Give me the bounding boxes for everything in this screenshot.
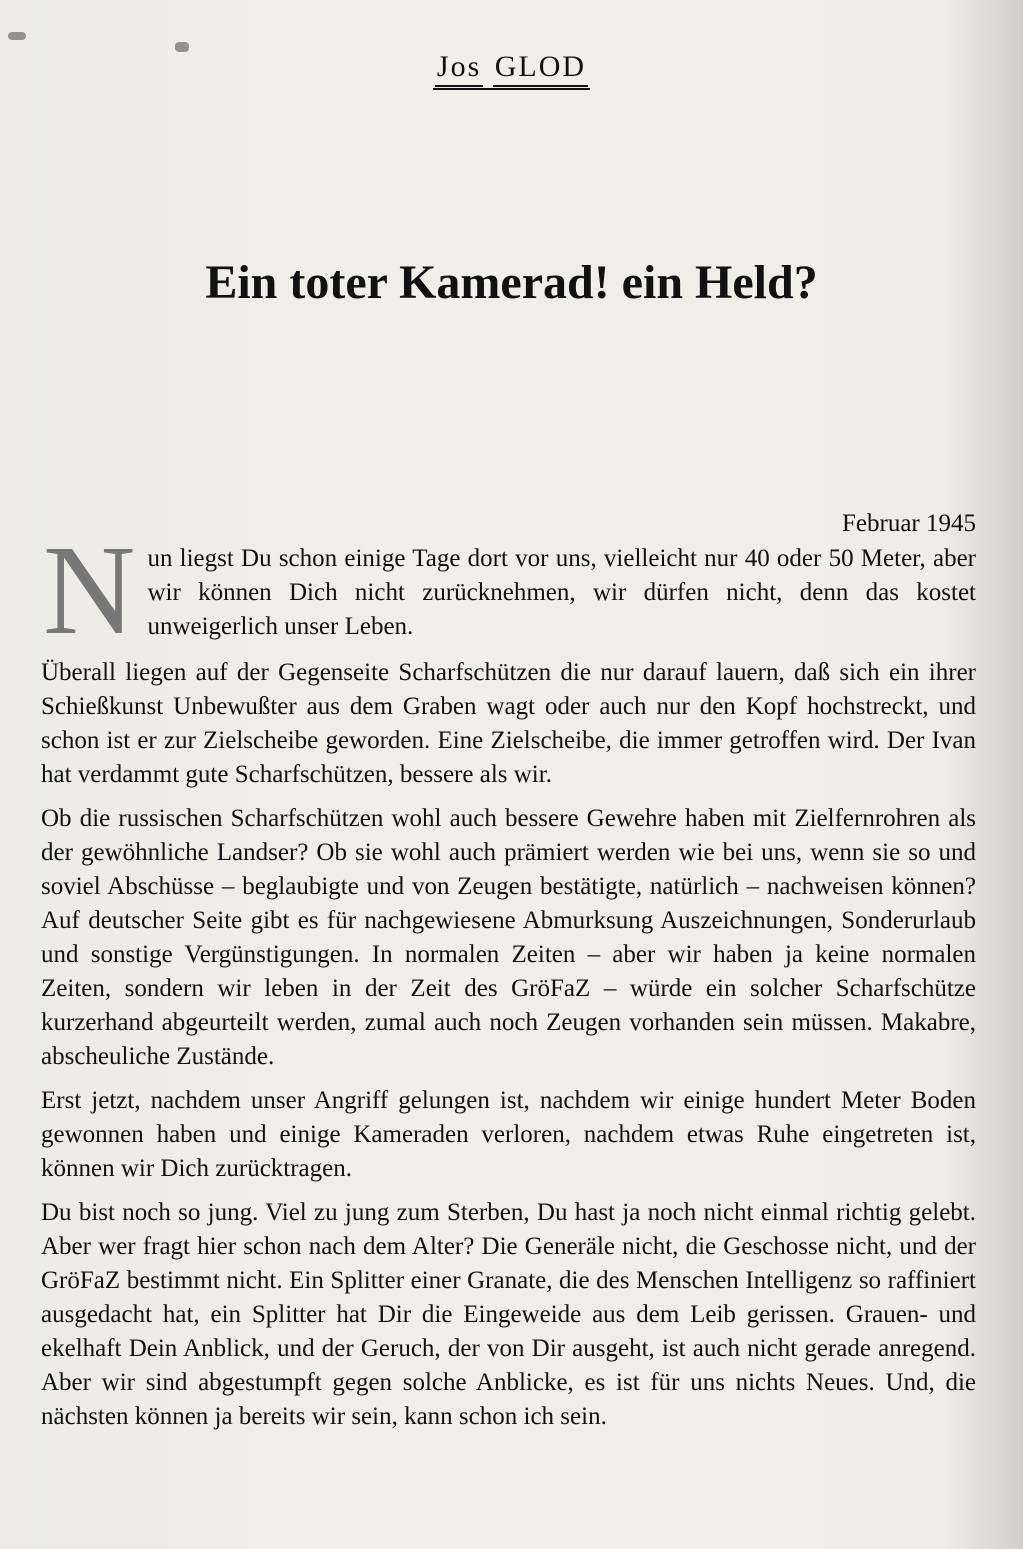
article-title: Ein toter Kamerad! ein Held? <box>205 256 818 309</box>
date-line: Februar 1945 <box>842 510 976 537</box>
author-last-name: GLOD <box>493 50 588 87</box>
paragraph-2: Überall liegen auf der Gegenseite Scharfschützen die nur darauf lauern, daß sich ein ihrer Schießkunst Unbewußter aus dem Graben wagt oder auch nur den Kopf hochstreckt, und schon ist er zur Zielscheibe geworden. Eine Zielscheibe, die immer getroffen wird. Der Ivan hat verdammt gute Scharfschützen, bessere als wir. <box>41 659 976 788</box>
drop-cap: N <box>43 519 136 661</box>
paragraph-4: Erst jetzt, nachdem unser Angriff gelungen ist, nachdem wir einige hundert Meter Boden gewonnen haben und einige Kameraden verloren, nachdem etwas Ruhe eingetreten ist, können wir Dich zurücktragen. <box>41 1087 976 1182</box>
paragraph-5: Du bist noch so jung. Viel zu jung zum Sterben, Du hast ja noch nicht einmal richtig gelebt. Aber wer fragt hier schon nach dem Alter? Die Generäle nicht, die Geschosse nicht, und der GröFaZ bestimmt nicht. Ein Splitter einer Granate, die des Menschen Intelligenz so raffiniert ausgedacht hat, ein Splitter hat Dir die Eingeweide aus dem Leib gerissen. Grauen- und ekelhaft Dein Anblick, und der Geruch, der von Dir ausgeht, ist auch nicht gerade anregend. Aber wir sind abgestumpft gegen solche Anblicke, es ist für uns nichts Neues. Und, die nächsten können ja bereits wir sein, kann schon ich sein. <box>41 1199 976 1430</box>
ink-smudge <box>8 32 26 40</box>
paragraph-3: Ob die russischen Scharfschützen wohl auch bessere Gewehre haben mit Zielfernrohren als der gewöhnliche Landser? Ob sie wohl auch prämiert werden wie bei uns, wenn sie so und soviel Abschüsse – beglaubigte und von Zeugen bestätigte, natürlich – nachweisen können? Auf deutscher Seite gibt es für nachgewiesene Abmurksung Auszeichnungen, Sonderurlaub und sonstige Vergünstigungen. In normalen Zeiten – aber wir haben ja keine normalen Zeiten, sondern wir leben in der Zeit des GröFaZ – würde ein solcher Scharfschütze kurzerhand abgeurteilt werden, zumal auch noch Zeugen vorhanden sein müssen. Makabre, abscheuliche Zustände. <box>41 805 976 1070</box>
paragraph-1-text: un liegst Du schon einige Tage dort vor uns, vielleicht nur 40 oder 50 Meter, aber wir können Dich nicht zurücknehmen, wir dürfen nicht, denn das kostet unweigerlich unser Leben. <box>147 545 976 640</box>
author-first-name: Jos <box>435 50 483 87</box>
author-line <box>0 50 1023 90</box>
author-name <box>433 50 590 90</box>
